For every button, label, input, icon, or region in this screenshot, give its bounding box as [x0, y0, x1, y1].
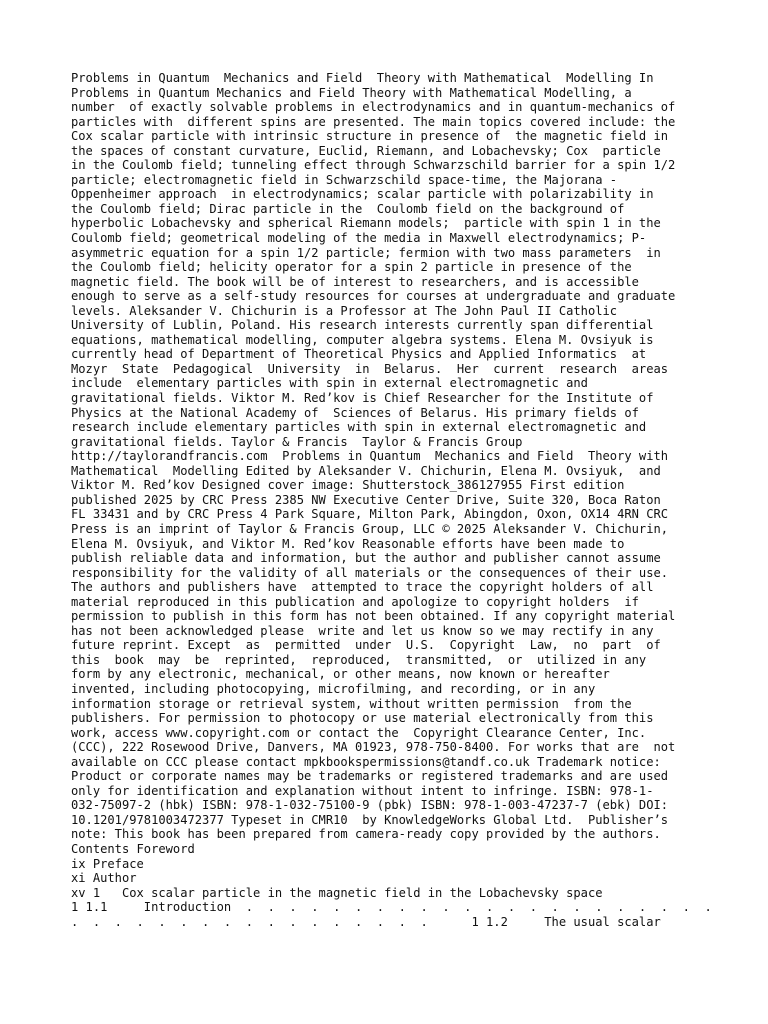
text-line: published 2025 by CRC Press 2385 NW Executive Center Drive, Suite 320, Boca Raton [71, 492, 661, 507]
text-line: note: This book has been prepared from camera-ready copy provided by the authors. [71, 827, 661, 842]
text-line: publishers. For permission to photocopy or use material electronically from this [71, 711, 654, 726]
text-line: the Coulomb field; Dirac particle in the Coulomb field on the background of [71, 201, 625, 216]
text-line: the Coulomb field; helicity operator for a spin 2 particle in presence of the [71, 260, 632, 275]
text-line: enough to serve as a self-study resources for courses at undergraduate and graduate [71, 289, 676, 304]
text-line: hyperbolic Lobachevsky and spherical Riemann models; particle with spin 1 in the [71, 216, 661, 231]
text-line: information storage or retrieval system, without written permission from the [71, 696, 632, 711]
text-line: material reproduced in this publication and apologize to copyright holders if [71, 594, 639, 609]
text-line: Problems in Quantum Mechanics and Field Theory with Mathematical Modelling In [71, 71, 654, 85]
text-line: Coulomb field; geometrical modeling of the media in Maxwell electrodynamics; P- [71, 231, 647, 246]
text-line: equations, mathematical modelling, computer algebra systems. Elena M. Ovsiyuk is [71, 332, 654, 347]
text-line: Contents Foreword [71, 841, 195, 856]
text-line: FL 33431 and by CRC Press 4 Park Square, Milton Park, Abingdon, Oxon, OX14 4RN CRC [71, 507, 669, 522]
text-line: publish reliable data and information, but the author and publisher cannot assume [71, 551, 661, 566]
text-line: invented, including photocopying, microfilming, and recording, or in any [71, 681, 596, 696]
text-line: Physics at the National Academy of Sciences of Belarus. His primary fields of [71, 405, 639, 420]
text-line: . . . . . . . . . . . . . . . . . 1 1.2 The usual scalar [71, 914, 661, 929]
text-line: Mathematical Modelling Edited by Aleksander V. Chichurin, Elena M. Ovsiyuk, and [71, 463, 661, 478]
text-line: 032-75097-2 (hbk) ISBN: 978-1-032-75100-9 (pbk) ISBN: 978-1-003-47237-7 (ebk) DOI: [71, 798, 669, 813]
text-line: this book may be reprinted, reproduced, transmitted, or utilized in any [71, 652, 647, 667]
text-line: Press is an imprint of Taylor & Francis Group, LLC © 2025 Aleksander V. Chichurin, [71, 521, 669, 536]
text-line: Viktor M. Red’kov Designed cover image: Shutterstock_386127955 First edition [71, 478, 625, 493]
text-line: future reprint. Except as permitted under U.S. Copyright Law, no part of [71, 638, 661, 653]
text-line: number of exactly solvable problems in electrodynamics and in quantum-mechanics of [71, 100, 676, 115]
text-line: form by any electronic, mechanical, or other means, now known or hereafter [71, 667, 610, 682]
text-line: ix Preface [71, 856, 144, 871]
text-line: currently head of Department of Theoretical Physics and Applied Informatics at [71, 347, 647, 362]
text-line: particle; electromagnetic field in Schwarzschild space-time, the Majorana - [71, 172, 618, 187]
text-line: Cox scalar particle with intrinsic structure in presence of the magnetic field in [71, 129, 669, 144]
text-line: has not been acknowledged please write and let us know so we may rectify in any [71, 623, 654, 638]
text-line: research include elementary particles with spin in external electromagnetic and [71, 420, 647, 435]
text-line: permission to publish in this form has not been obtained. If any copyright material [71, 609, 676, 624]
text-line: Elena M. Ovsiyuk, and Viktor M. Red’kov Reasonable efforts have been made to [71, 536, 625, 551]
text-line: levels. Aleksander V. Chichurin is a Professor at The John Paul II Catholic [71, 303, 618, 318]
text-line: Product or corporate names may be trademarks or registered trademarks and are used [71, 769, 669, 784]
text-line: xv 1 Cox scalar particle in the magnetic field in the Lobachevsky space [71, 885, 603, 900]
text-line: responsibility for the validity of all materials or the consequences of their use. [71, 565, 669, 580]
text-line: 10.1201/9781003472377 Typeset in CMR10 by KnowledgeWorks Global Ltd. Publisher’s [71, 812, 669, 827]
text-line: (CCC), 222 Rosewood Drive, Danvers, MA 01923, 978-750-8400. For works that are not [71, 740, 676, 755]
text-line: work, access www.copyright.com or contact the Copyright Clearance Center, Inc. [71, 725, 647, 740]
text-line: University of Lublin, Poland. His research interests currently span differential [71, 318, 654, 333]
text-line: particles with different spins are presented. The main topics covered include: the [71, 114, 676, 129]
text-line: http://taylorandfrancis.com Problems in Quantum Mechanics and Field Theory with [71, 449, 669, 464]
text-line: available on CCC please contact mpkbookspermissions@tandf.co.uk Trademark notice: [71, 754, 661, 769]
text-line: 1 1.1 Introduction . . . . . . . . . . . . . . . . . . . . . . [71, 900, 712, 915]
text-line: magnetic field. The book will be of interest to researchers, and is accessible [71, 274, 639, 289]
text-line: xi Author [71, 871, 137, 886]
text-line: The authors and publishers have attempted to trace the copyright holders of all [71, 580, 654, 595]
document-page [71, 71, 711, 929]
text-line: Oppenheimer approach in electrodynamics; scalar particle with polarizability in [71, 187, 654, 202]
text-line: include elementary particles with spin in external electromagnetic and [71, 376, 588, 391]
text-line: only for identification and explanation without intent to infringe. ISBN: 978-1- [71, 783, 654, 798]
text-line: the spaces of constant curvature, Euclid, Riemann, and Lobachevsky; Cox particle [71, 143, 661, 158]
text-line: gravitational fields. Taylor & Francis Taylor & Francis Group [71, 434, 523, 449]
text-line: Mozyr State Pedagogical University in Belarus. Her current research areas [71, 361, 669, 376]
text-line: asymmetric equation for a spin 1/2 particle; fermion with two mass parameters in [71, 245, 661, 260]
text-line: Problems in Quantum Mechanics and Field Theory with Mathematical Modelling, a [71, 85, 632, 100]
text-line: in the Coulomb field; tunneling effect through Schwarzschild barrier for a spin 1/2 [71, 158, 676, 173]
text-line: gravitational fields. Viktor M. Red’kov is Chief Researcher for the Institute of [71, 391, 654, 406]
